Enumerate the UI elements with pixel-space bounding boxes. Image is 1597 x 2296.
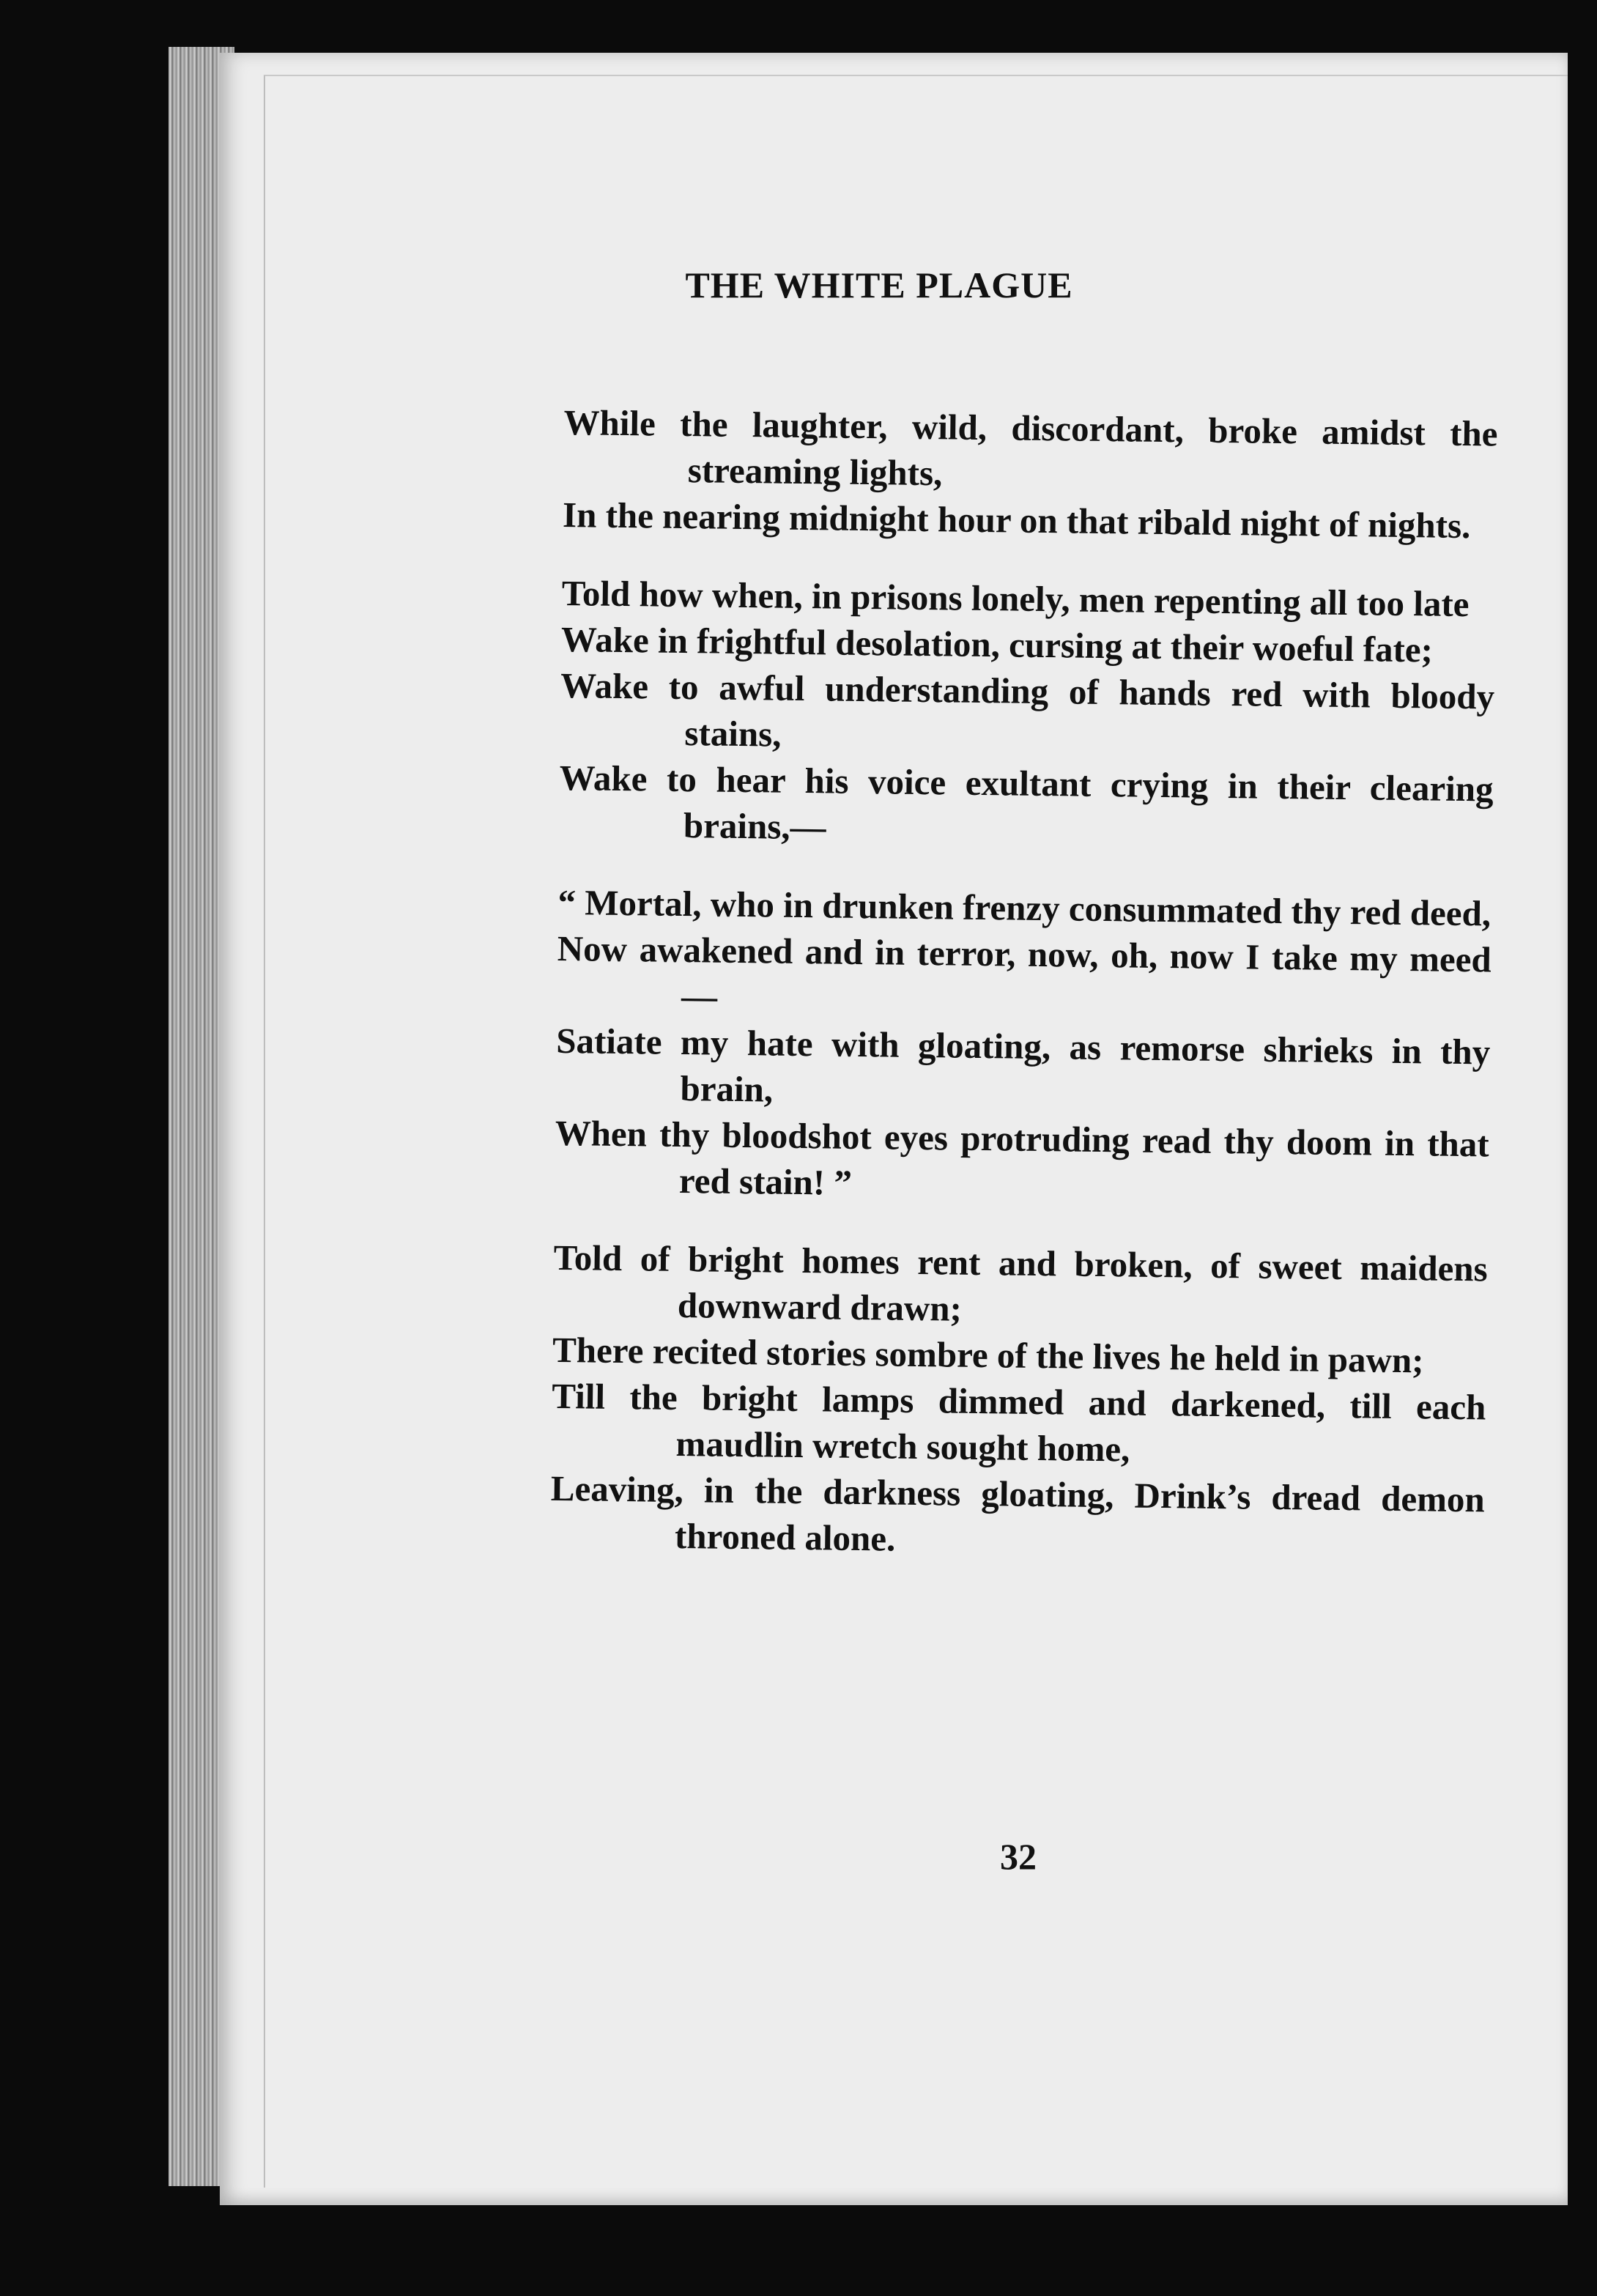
verse: Wake to awful understanding of hands red with bloody stains, [560, 664, 1495, 755]
verse: While the laughter, wild, discordant, broke amidst the streaming lights, [563, 401, 1498, 494]
verse: Now awakened and in terror, now, oh, now I take my meed— [557, 927, 1492, 1017]
poem-text [549, 399, 1498, 1601]
stanza-1 [563, 399, 1498, 549]
verse: Wake in frightful desolation, cursing at their woeful fate; [560, 618, 1434, 670]
verse: Told of bright homes rent and broken, of sweet maidens downward drawn; [553, 1237, 1488, 1329]
verse: In the nearing midnight hour on that ribald night of nights. [562, 494, 1471, 547]
verse: Till the bright lamps dimmed and darkened, till each maudlin wretch sought home, [552, 1375, 1486, 1470]
stanza-2 [559, 570, 1497, 859]
page-title: THE WHITE PLAGUE [685, 264, 1073, 305]
page-number: 32 [1000, 1836, 1037, 1877]
verse: Leaving, in the darkness gloating, Drink’s dread demon throned alone. [550, 1467, 1486, 1559]
stanza-3 [555, 879, 1492, 1214]
verse: “ Mortal, who in drunken frenzy consummated thy red deed, [557, 881, 1492, 934]
verse: Satiate my hate with gloating, as remorse shrieks in thy brain, [555, 1020, 1491, 1110]
stanza-4 [550, 1234, 1488, 1569]
verse: Told how when, in prisons lonely, men repenting all too late [561, 572, 1470, 625]
verse: There recited stories sombre of the lives he held in pawn; [552, 1329, 1424, 1381]
verse: When thy bloodshot eyes protruding read thy doom in that red stain! ” [555, 1112, 1490, 1203]
verse: Wake to hear his voice exultant crying in their clearing brains,— [559, 757, 1494, 848]
